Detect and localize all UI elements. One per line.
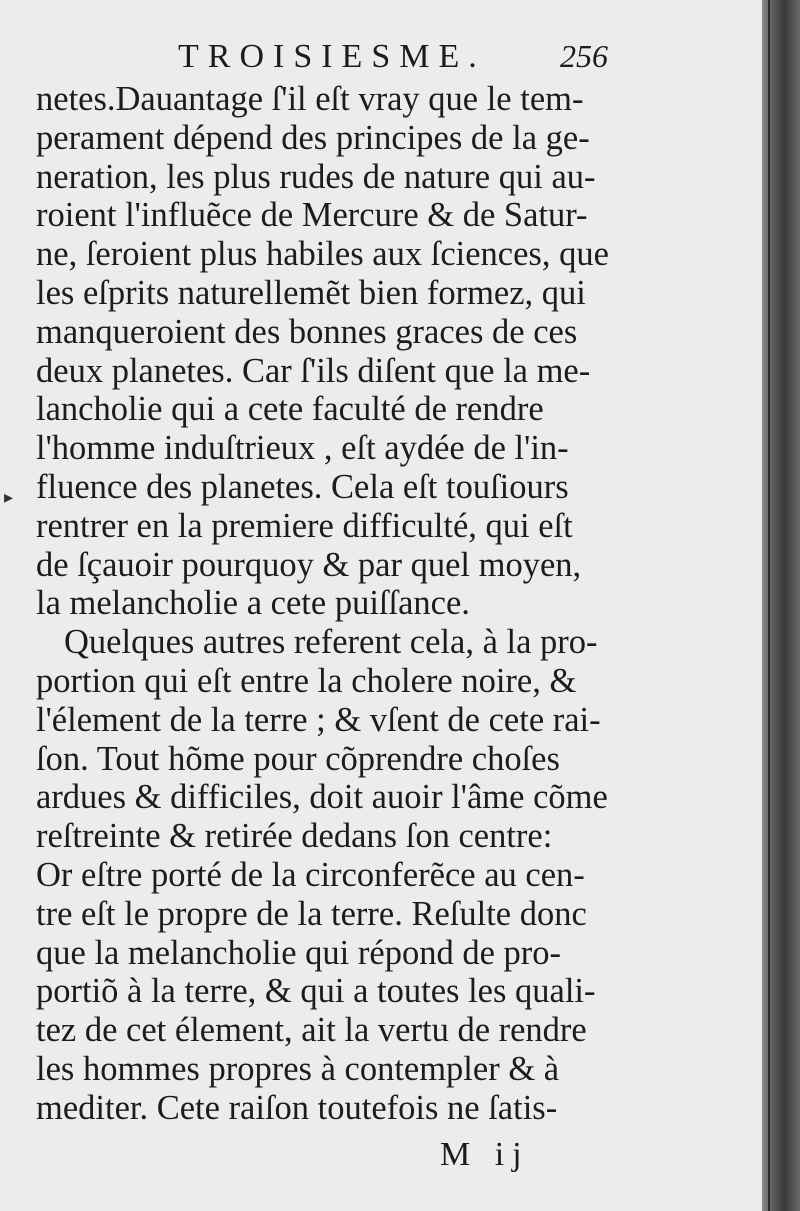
text-line: l'élement de la terre ; & vſent de cete rai- <box>36 700 601 739</box>
text-line: ſon. Tout hõme pour cõprendre choſes <box>36 739 560 778</box>
running-title: TROISIESME. <box>178 38 486 75</box>
signature-mark: M ij <box>440 1136 530 1173</box>
text-line: lancholie qui a cete faculté de rendre <box>36 390 544 429</box>
text-line: ne, ſeroient plus habiles aux ſciences, que <box>36 235 609 274</box>
gutter-edge <box>768 0 770 1211</box>
text-line: tre eſt le propre de la terre. Reſulte donc <box>36 894 587 933</box>
text-line: netes.Dauantage ſ'il eſt vray que le tem- <box>36 80 584 118</box>
text-line: que la melancholie qui répond de pro- <box>36 933 561 972</box>
body-text <box>36 80 622 1128</box>
text-line: reſtreinte & retirée dedans ſon centre: <box>36 817 553 856</box>
text-line: l'homme induſtrieux , eſt aydée de l'in- <box>36 429 569 468</box>
text-line: les hommes propres à contempler & à <box>36 1049 560 1088</box>
text-line: neration, les plus rudes de nature qui au- <box>36 157 596 196</box>
text-line: les eſprits naturellemẽt bien formez, qui <box>36 273 586 312</box>
text-line: roient l'influẽce de Mercure & de Satur- <box>36 196 588 235</box>
text-line: portiõ à la terre, & qui a toutes les quali- <box>36 972 596 1011</box>
text-line: mediter. Cete raiſon toutefois ne ſatis- <box>36 1088 558 1127</box>
page-number: 256 <box>560 38 608 74</box>
text-line: deux planetes. Car ſ'ils diſent que la me- <box>36 351 591 390</box>
text-line: tez de cet élement, ait la vertu de rendre <box>36 1011 587 1050</box>
text-line: Or eſtre porté de la circonferẽce au cen- <box>36 855 585 894</box>
text-line: portion qui eſt entre la cholere noire, & <box>36 661 577 700</box>
margin-mark: ▸ <box>4 487 14 508</box>
text-line: de ſçauoir pourquoy & par quel moyen, <box>36 545 582 584</box>
text-line: rentrer en la premiere difficulté, qui eſt <box>36 506 573 545</box>
text-line: ardues & difficiles, doit auoir l'âme cõme <box>36 778 608 817</box>
text-line: fluence des planetes. Cela eſt touſiours <box>36 467 569 506</box>
text-line: manqueroient des bonnes graces de ces <box>36 312 578 351</box>
paragraph-start-line: Quelques autres referent cela, à la pro- <box>64 623 598 662</box>
text-line: perament dépend des principes de la ge- <box>36 118 590 157</box>
text-line: la melancholie a cete puiſſance. <box>36 584 470 623</box>
